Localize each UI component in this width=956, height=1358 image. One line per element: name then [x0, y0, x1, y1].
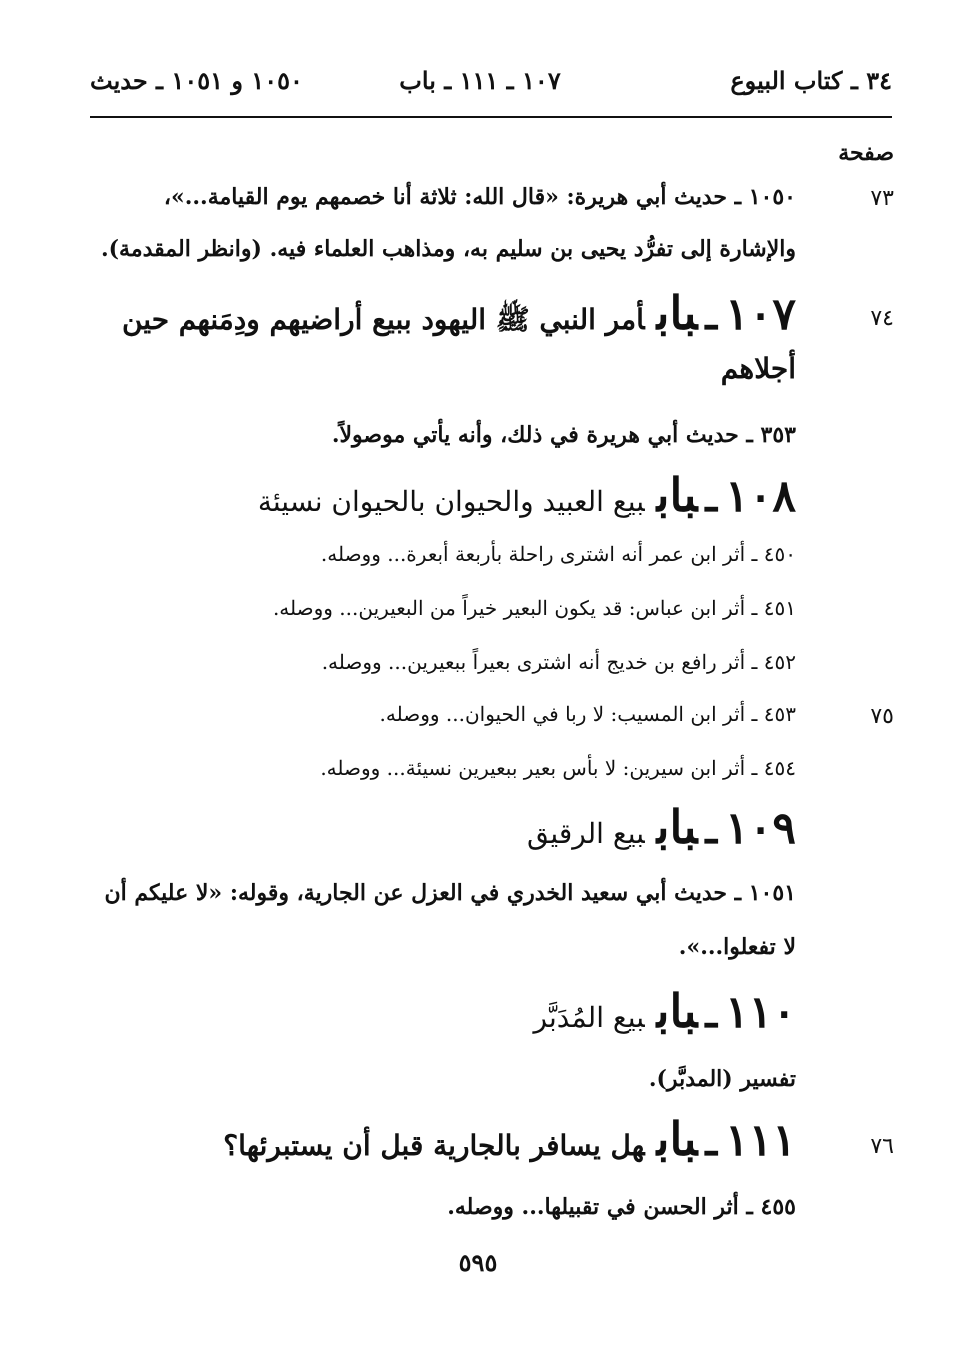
chapter-title: بيع المُدَبَّر [533, 1001, 645, 1034]
header-divider [90, 116, 892, 118]
chapter-heading: ١٠٩ـباببيع الرقيق [527, 800, 796, 854]
chapter-title: بيع العبيد والحيوان بالحيوان نسيئة [257, 485, 645, 518]
entry-line: ٤٥٣ ـ أثر ابن المسيب: لا ربا في الحيوان... ووصله. [379, 702, 796, 726]
chapter-title-continued [721, 352, 796, 385]
chapter-keyword: باب [656, 1112, 698, 1166]
entry-line: ١٠٥٠ ـ حديث أبي هريرة: «قال الله: ثلاثة أنا خصمهم يوم القيامة...»، [163, 184, 796, 210]
entry-line: ١٠٥١ ـ حديث أبي سعيد الخدري في العزل عن الجارية، وقوله: «لا عليكم أن [104, 880, 796, 906]
page-column-label: صفحة [838, 140, 894, 166]
entry-line: ٤٥٤ ـ أثر ابن سيرين: لا بأس بعير ببعيرين نسيئة... ووصله. [320, 756, 796, 780]
chapter-number: ١٠٨ [725, 471, 796, 522]
header-chapter: ٣٤ ـ كتاب البيوع [730, 66, 892, 95]
chapter-heading: ١٠٨ـباببيع العبيد والحيوان بالحيوان نسيئة [257, 468, 796, 522]
entry-line: والإشارة إلى تفرُّد يحيى بن سليم به، ومذاهب العلماء فيه. (وانظر المقدمة). [100, 236, 796, 262]
header-hadith-range: ١٠٥٠ و ١٠٥١ ـ حديث [90, 66, 303, 95]
chapter-title: أمر النبي ﷺ اليهود ببيع أراضيهم ودِمَنهم حين [121, 303, 645, 336]
page-ref: ٧٣ [870, 186, 894, 211]
chapter-heading: ١٠٧ـبابأمر النبي ﷺ اليهود ببيع أراضيهم ودِمَنهم حين [121, 286, 796, 340]
entry-line: ٤٥٠ ـ أثر ابن عمر أنه اشترى راحلة بأربعة أبعرة... ووصله. [320, 542, 796, 566]
chapter-number: ١٠٧ [725, 289, 796, 340]
entry-line: لا تفعلوا...». [678, 934, 796, 960]
entry-line: ٤٥١ ـ أثر ابن عباس: قد يكون البعير خيراً من البعيرين... ووصله. [272, 596, 796, 620]
chapter-title: هل يسافر بالجارية قبل أن يستبرئها؟ [223, 1129, 645, 1162]
page-ref: ٧٦ [870, 1134, 894, 1159]
entry-line: تفسير (المدبَّر). [648, 1066, 796, 1092]
chapter-keyword: باب [656, 468, 698, 522]
chapter-title: أجلاهم [720, 352, 796, 385]
chapter-heading: ١١١ـبابهل يسافر بالجارية قبل أن يستبرئها؟ [223, 1112, 796, 1166]
header-section-range: ١٠٧ ـ ١١١ ـ باب [399, 66, 561, 95]
page-ref: ٧٥ [870, 704, 894, 729]
chapter-number: ١٠٩ [725, 803, 796, 854]
chapter-title: بيع الرقيق [527, 817, 645, 850]
entry-line: ٤٥٢ ـ أثر رافع بن خديج أنه اشترى بعيراً ببعيرين... ووصله. [321, 650, 796, 674]
page-number: ٥٩٥ [458, 1248, 498, 1277]
entry-line: ٣٥٣ ـ حديث أبي هريرة في ذلك، وأنه يأتي موصولاً. [331, 422, 796, 448]
chapter-keyword: باب [656, 984, 698, 1038]
chapter-heading: ١١٠ـباببيع المُدَبَّر [533, 984, 796, 1038]
chapter-number: ١١١ [725, 1115, 796, 1166]
chapter-number: ١١٠ [725, 987, 796, 1038]
page-ref: ٧٤ [870, 306, 894, 331]
entry-line: ٤٥٥ ـ أثر الحسن في تقبيلها... ووصله. [447, 1194, 796, 1220]
chapter-keyword: باب [656, 800, 698, 854]
chapter-keyword: باب [656, 286, 698, 340]
